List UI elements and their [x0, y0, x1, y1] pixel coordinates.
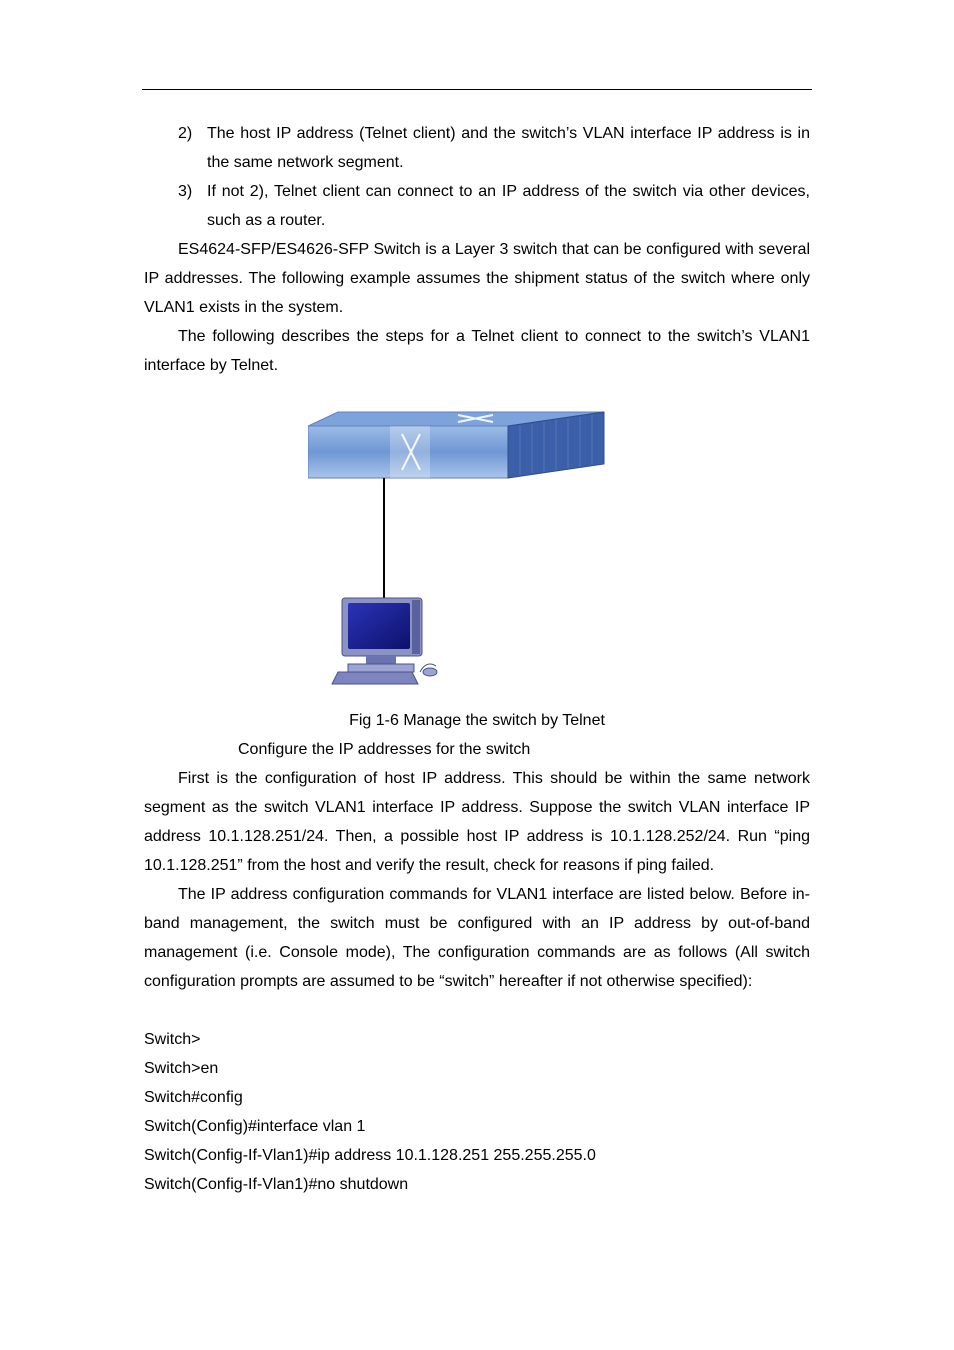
figure-caption: Fig 1-6 Manage the switch by Telnet — [349, 712, 605, 729]
computer-icon — [332, 598, 437, 684]
list-number: 3) — [178, 183, 193, 200]
command-line: Switch#config — [144, 1089, 243, 1106]
section-heading: Configure the IP addresses for the switch — [238, 741, 531, 758]
paragraph: ES4624-SFP/ES4626-SFP Switch is a Layer 3 switch that can be configured with several IP addresses. The following example assumes the shipment status of the switch where only VLAN1 exists in the system. — [144, 241, 810, 316]
list-text: The host IP address (Telnet client) and the switch’s VLAN interface IP address is in the same network segment. — [207, 125, 810, 171]
command-line: Switch>en — [144, 1060, 219, 1077]
command-line: Switch(Config)#interface vlan 1 — [144, 1118, 366, 1135]
paragraph: The following describes the steps for a Telnet client to connect to the switch’s VLAN1 interface by Telnet. — [144, 328, 810, 374]
page-content — [144, 119, 810, 1199]
list-text: If not 2), Telnet client can connect to an IP address of the switch via other devices, such as a router. — [207, 183, 810, 229]
header-rule — [142, 89, 812, 90]
list-number: 2) — [178, 125, 193, 142]
paragraph: First is the configuration of host IP address. This should be within the same network segment as the switch VLAN1 interface IP address. Suppose the switch VLAN interface IP address 10.1.128.251/24. Then, a possible host IP address is 10.1.128.252/24. Run “ping 10.1.128.251” from the host and verify the result, check for reasons if ping failed. — [144, 770, 810, 874]
list-item — [144, 177, 810, 235]
spacer — [144, 996, 810, 1025]
switch-icon — [308, 412, 604, 478]
command-line: Switch(Config-If-Vlan1)#ip address 10.1.128.251 255.255.255.0 — [144, 1147, 596, 1164]
command-line: Switch> — [144, 1031, 201, 1048]
command-line: Switch(Config-If-Vlan1)#no shutdown — [144, 1176, 409, 1193]
network-figure — [144, 380, 810, 706]
paragraph: The IP address configuration commands for VLAN1 interface are listed below. Before in-band management, the switch must be configured with an IP address by out-of-band management (i.e. Console mode), The configuration commands are as follows (All switch configuration prompts are assumed to be “switch” hereafter if not otherwise specified): — [144, 886, 810, 990]
telnet-topology-diagram — [308, 410, 608, 690]
list-item — [144, 119, 810, 177]
